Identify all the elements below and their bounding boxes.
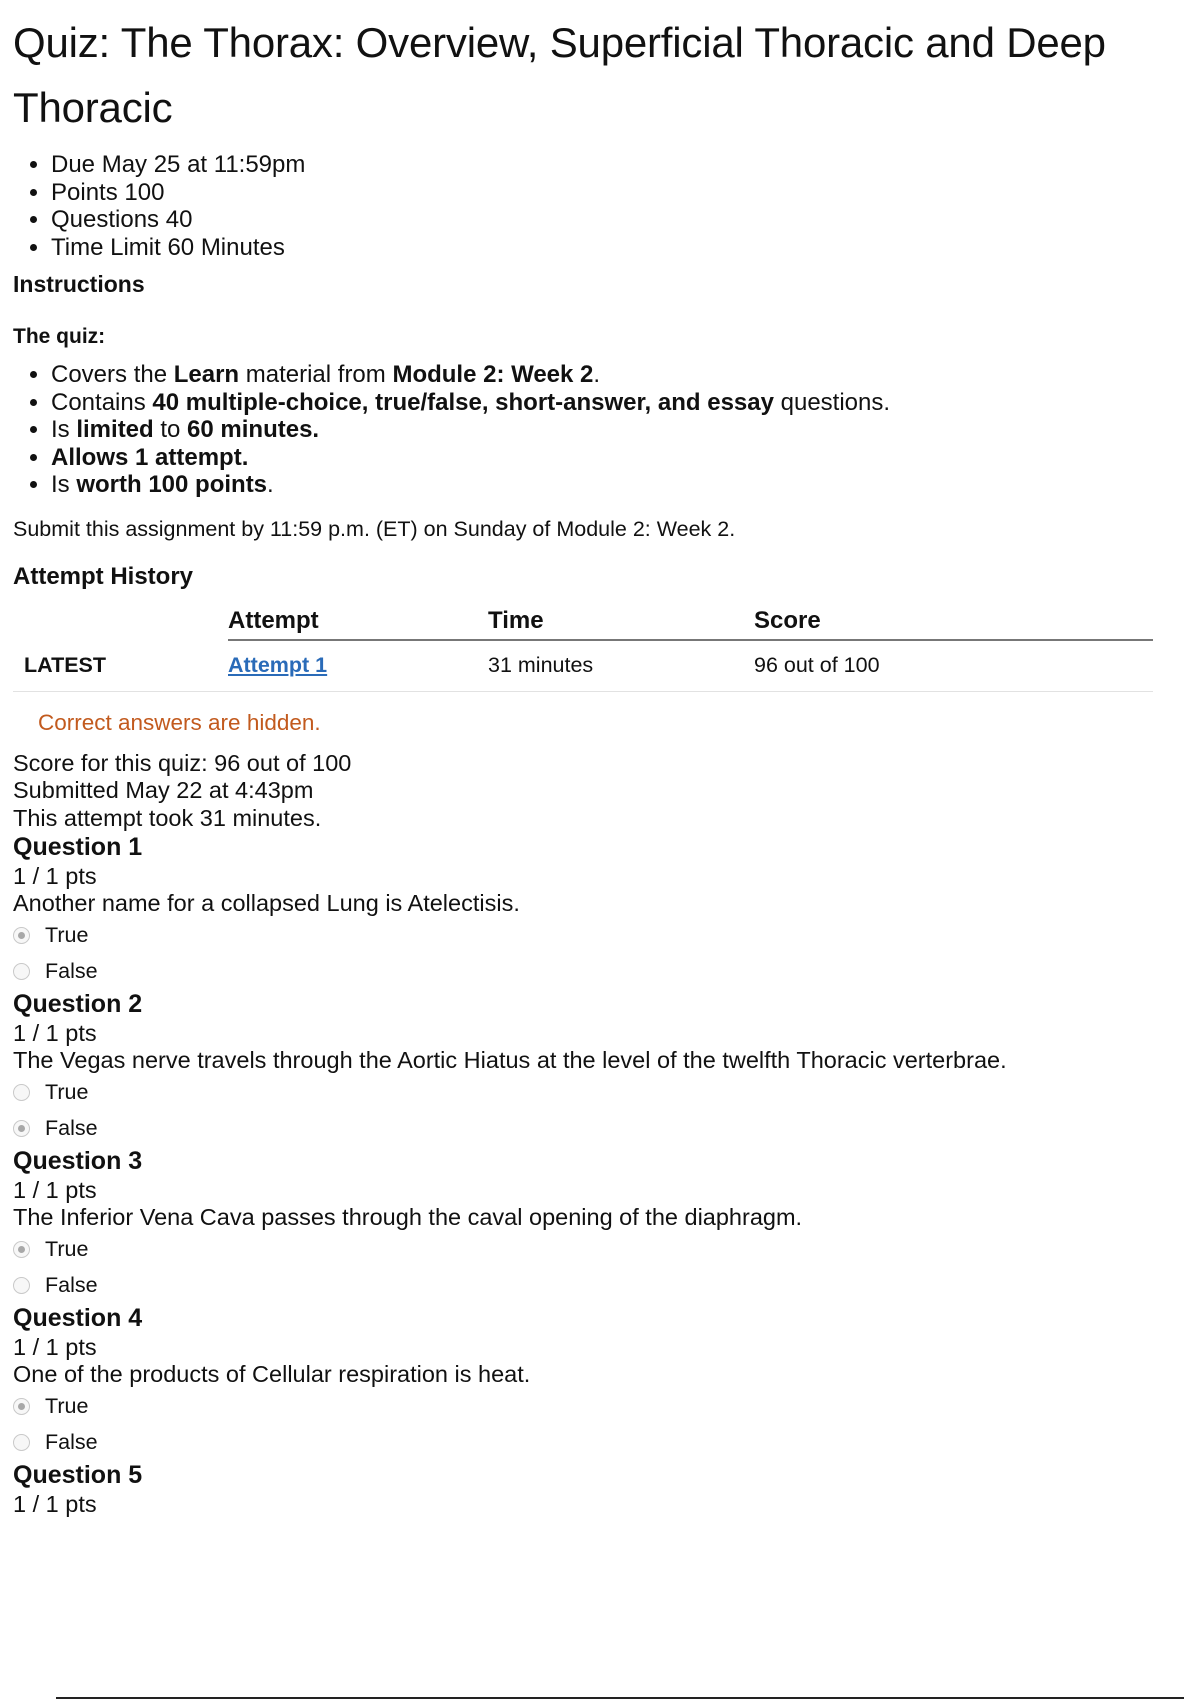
quiz-description-item xyxy=(51,389,1183,417)
bold-text: Learn xyxy=(173,361,240,388)
submitted-time: Submitted May 22 at 4:43pm xyxy=(13,777,314,803)
plain-text: Is xyxy=(51,416,77,443)
answer-option-label: True xyxy=(45,1079,89,1104)
question-title: Question 2 xyxy=(13,990,143,1018)
score-cell: 96 out of 100 xyxy=(754,640,1153,692)
bold-text: Allows 1 attempt. xyxy=(51,443,249,471)
answer-option[interactable] xyxy=(13,1267,1183,1303)
plain-text: questions. xyxy=(773,388,891,416)
question-1 xyxy=(13,832,1183,989)
radio-button[interactable] xyxy=(13,1120,30,1137)
correct-answers-hidden-note: Correct answers are hidden. xyxy=(38,709,321,735)
attempt-summary xyxy=(13,750,1183,833)
question-text: The Inferior Vena Cava passes through the caval opening of the diaphragm. xyxy=(13,1204,803,1230)
bold-text: Module 2: Week 2 xyxy=(392,361,594,388)
attempt-column-header: Attempt xyxy=(228,603,488,640)
instructions-heading: Instructions xyxy=(13,271,145,297)
quiz-page xyxy=(13,0,1183,1518)
question-title: Question 5 xyxy=(13,1461,143,1489)
bold-text: worth 100 points xyxy=(76,471,268,498)
score-column-header: Score xyxy=(754,603,1153,640)
question-text: One of the products of Cellular respiration is heat. xyxy=(13,1361,531,1387)
question-3 xyxy=(13,1146,1183,1303)
radio-button[interactable] xyxy=(13,1398,30,1415)
plain-text: material from xyxy=(239,361,393,388)
answer-option-label: True xyxy=(45,1393,89,1418)
answer-option-label: False xyxy=(45,1272,98,1297)
radio-button[interactable] xyxy=(13,963,30,980)
quiz-description-item xyxy=(51,471,1183,499)
radio-button[interactable] xyxy=(13,927,30,944)
plain-text: . xyxy=(593,361,601,388)
due-date: • Due May 25 at 11:59pm xyxy=(51,151,1183,179)
answer-option[interactable] xyxy=(13,953,1183,989)
plain-text: Contains xyxy=(51,388,153,416)
attempt-duration: This attempt took 31 minutes. xyxy=(13,804,322,831)
question-points: 1 / 1 pts xyxy=(13,1020,97,1046)
quiz-description-item xyxy=(51,444,1183,472)
time-cell: 31 minutes xyxy=(488,640,754,692)
question-4 xyxy=(13,1303,1183,1460)
attempt-link[interactable]: Attempt 1 xyxy=(228,653,328,677)
attempt-cell xyxy=(228,640,488,692)
bold-text: 40 multiple-choice, true/false, short-answer, and essay xyxy=(152,388,774,416)
submit-note: Submit this assignment by 11:59 p.m. (ET) on Sunday of Module 2: Week 2. xyxy=(13,516,736,541)
question-2 xyxy=(13,989,1183,1146)
bold-text: limited xyxy=(76,416,154,443)
bold-text: 60 minutes. xyxy=(187,416,320,443)
question-text: The Vegas nerve travels through the Aortic Hiatus at the level of the twelfth Thoracic verterbrae. xyxy=(13,1047,1007,1073)
attempt-history-table xyxy=(13,603,1153,692)
answer-option-label: True xyxy=(45,922,89,947)
question-points: 1 / 1 pts xyxy=(13,1177,97,1203)
quiz-description-item xyxy=(51,416,1183,444)
answer-option-label: False xyxy=(45,1115,98,1140)
latest-label: LATEST xyxy=(13,640,228,692)
question-points: 1 / 1 pts xyxy=(13,1334,97,1360)
plain-text: Is xyxy=(51,471,77,498)
blank-header xyxy=(13,603,228,640)
quiz-label: The quiz: xyxy=(13,325,106,348)
radio-button[interactable] xyxy=(13,1277,30,1294)
attempt-history-heading: Attempt History xyxy=(13,562,194,590)
answer-option[interactable] xyxy=(13,1231,1183,1267)
answer-option[interactable] xyxy=(13,917,1183,953)
radio-button[interactable] xyxy=(13,1084,30,1101)
answer-option[interactable] xyxy=(13,1424,1183,1460)
time-column-header: Time xyxy=(488,603,754,640)
answer-option-label: False xyxy=(45,1429,98,1454)
question-title: Question 1 xyxy=(13,833,143,861)
answer-option[interactable] xyxy=(13,1110,1183,1146)
question-points: 1 / 1 pts xyxy=(13,1491,97,1517)
answer-option[interactable] xyxy=(13,1074,1183,1110)
plain-text: . xyxy=(267,471,274,498)
radio-button[interactable] xyxy=(13,1241,30,1258)
quiz-score: Score for this quiz: 96 out of 100 xyxy=(13,749,352,776)
quiz-meta-list xyxy=(13,151,1183,261)
answer-option-label: False xyxy=(45,958,98,983)
questions-list xyxy=(13,832,1183,1518)
page-title: Quiz: The Thorax: Overview, Superficial Thoracic and Deep Thoracic xyxy=(13,19,1106,131)
question-5 xyxy=(13,1460,1183,1518)
quiz-description-item xyxy=(51,361,1183,389)
time-limit: • Time Limit 60 Minutes xyxy=(51,234,1183,262)
question-points: 1 / 1 pts xyxy=(13,863,97,889)
answer-option-label: True xyxy=(45,1236,89,1261)
plain-text: to xyxy=(153,416,188,443)
plain-text: Covers the xyxy=(51,361,174,388)
question-text: Another name for a collapsed Lung is Atelectisis. xyxy=(13,890,520,916)
question-count: • Questions 40 xyxy=(51,206,1183,234)
table-row xyxy=(13,640,1153,692)
radio-button[interactable] xyxy=(13,1434,30,1451)
bottom-divider xyxy=(56,1697,1184,1699)
question-title: Question 4 xyxy=(13,1304,143,1332)
answer-option[interactable] xyxy=(13,1388,1183,1424)
points: • Points 100 xyxy=(51,179,1183,207)
quiz-description-list xyxy=(13,361,1183,499)
question-title: Question 3 xyxy=(13,1147,143,1175)
